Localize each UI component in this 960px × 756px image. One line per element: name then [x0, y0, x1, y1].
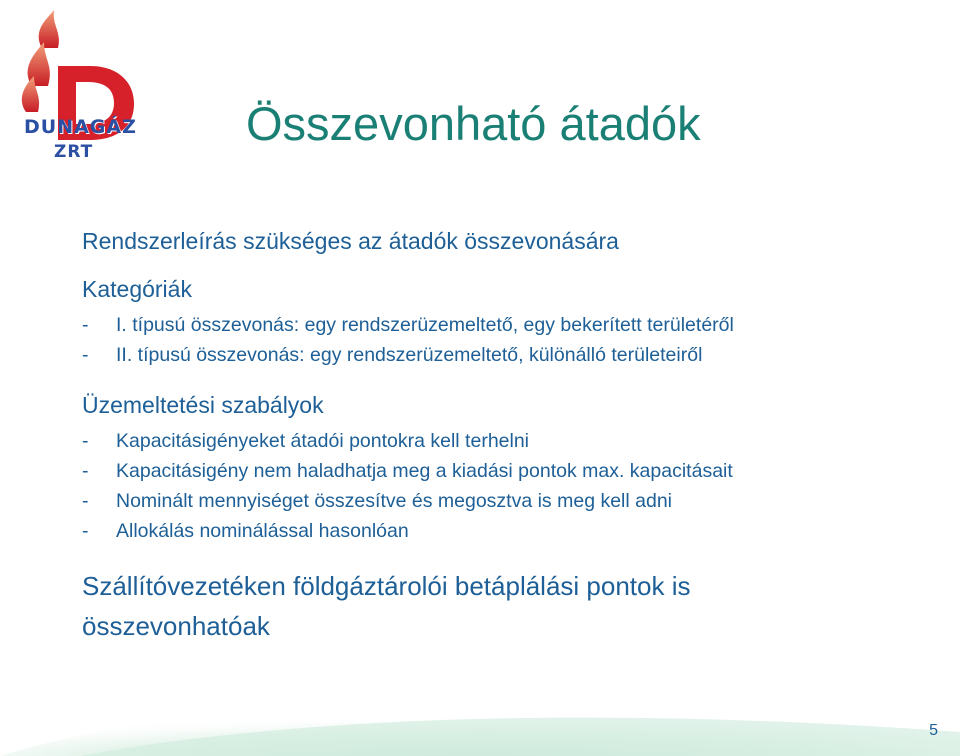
- list-item-text: Kapacitásigény nem haladhatja meg a kiadási pontok max. kapacitásait: [116, 460, 733, 482]
- company-logo: [14, 8, 146, 168]
- bullet-dash: -: [82, 344, 89, 366]
- bullet-dash: -: [82, 460, 89, 482]
- list-item: [82, 516, 952, 546]
- section-heading: Rendszerleírás szükséges az átadók összevonására: [82, 228, 619, 254]
- list-item: [82, 340, 952, 370]
- list-item-text: Allokálás nominálással hasonlóan: [116, 520, 409, 542]
- logo-name: DUNAGÁZ: [24, 116, 137, 138]
- list-item-text: Nominált mennyiséget összesítve és megosztva is meg kell adni: [116, 490, 672, 512]
- list-item: [82, 486, 952, 516]
- flame-icon: [39, 10, 59, 48]
- section-heading: Szállítóvezetéken földgáztárolói betáplálási pontok is összevonhatóak: [82, 571, 691, 641]
- list-item-text: I. típusú összevonás: egy rendszerüzemeltető, egy bekerített területéről: [116, 314, 734, 336]
- list-item-text: Kapacitásigényeket átadói pontokra kell terhelni: [116, 430, 530, 452]
- logo-suffix: ZRT: [54, 142, 94, 162]
- page-title: Összevonható átadók: [246, 97, 701, 150]
- rules-list: [82, 426, 952, 546]
- bullet-dash: -: [82, 520, 89, 542]
- list-item: [82, 310, 952, 340]
- bullet-dash: -: [82, 314, 89, 336]
- bullet-dash: -: [82, 490, 89, 512]
- category-list: [82, 310, 952, 370]
- bullet-dash: -: [82, 430, 89, 452]
- decorative-swoosh: [0, 636, 960, 756]
- section-heading: Kategóriák: [82, 276, 192, 302]
- section-heading: Üzemeltetési szabályok: [82, 392, 324, 418]
- list-item: [82, 456, 952, 486]
- page-number: 5: [929, 722, 938, 739]
- list-item: [82, 426, 952, 456]
- slide-content: [82, 226, 952, 646]
- list-item-text: II. típusú összevonás: egy rendszerüzemeltető, különálló területeiről: [116, 344, 703, 366]
